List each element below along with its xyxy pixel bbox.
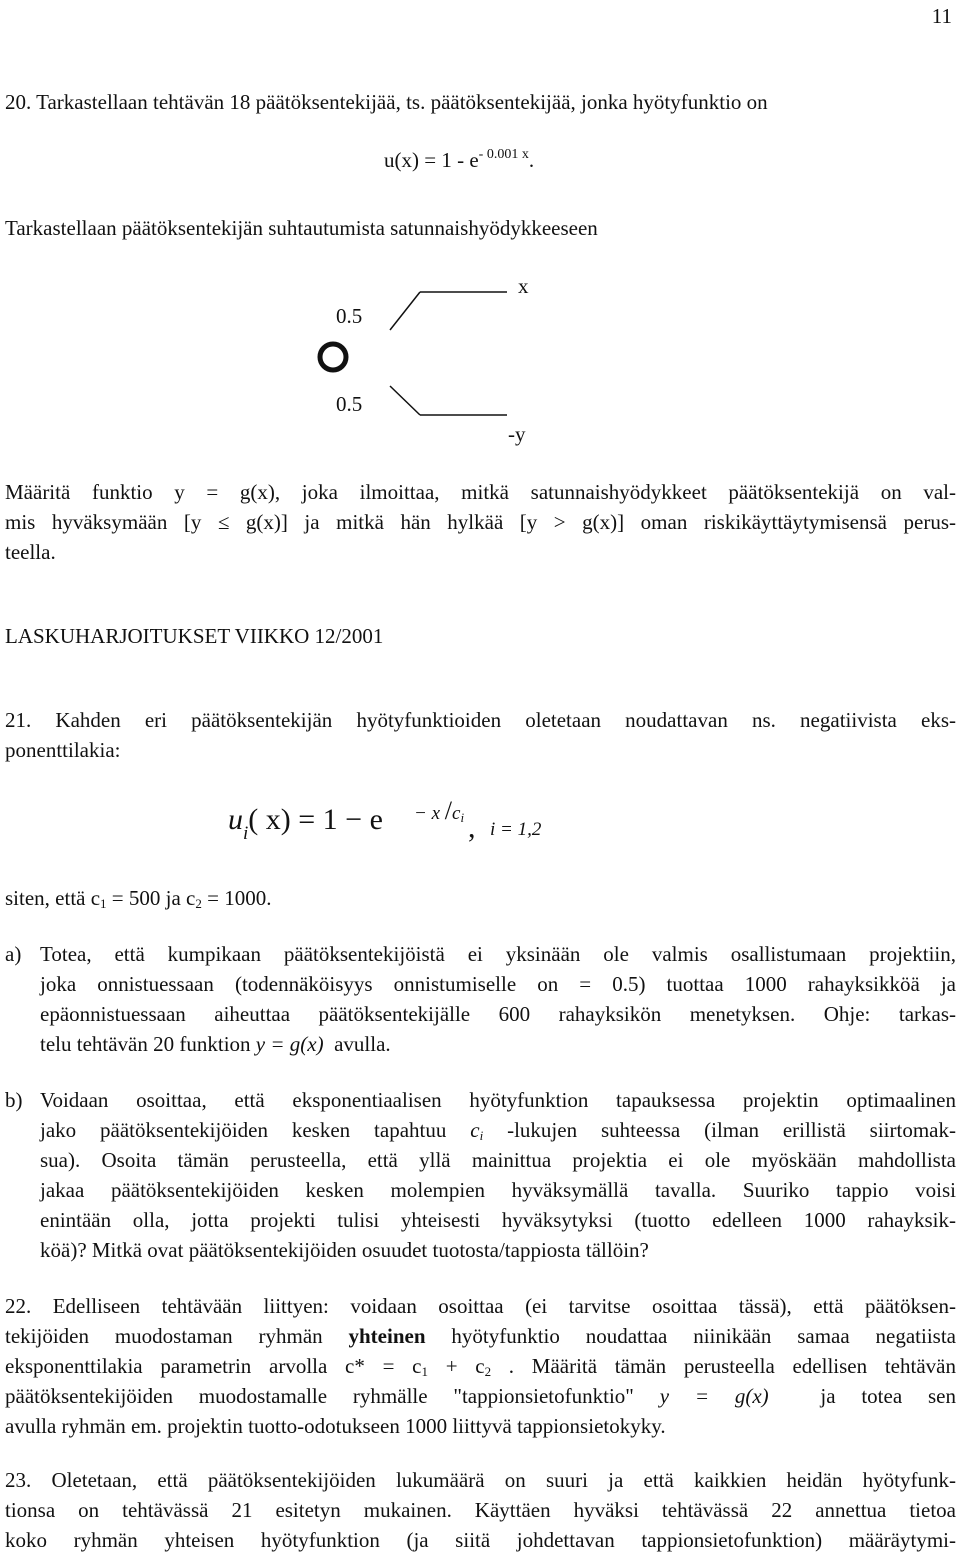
problem-21-line-2: ponenttilakia: — [5, 738, 121, 762]
item-b-label: b) — [5, 1088, 23, 1112]
parameter-values — [5, 884, 271, 913]
problem-20-task-line-3: teella. — [5, 540, 56, 564]
siten-b: = 500 ja c — [106, 886, 196, 910]
item-b-c: c — [470, 1118, 480, 1142]
problem-22-line-5: avulla ryhmän em. projektin tuotto-odotukseen 1000 liittyvä tappionsietokyky. — [5, 1414, 666, 1438]
item-b-line-6: köä)? Mitkä ovat päätöksentekijöiden osuudet tuotosta/tappiosta tällöin? — [40, 1238, 649, 1262]
item-a-line-1: Totea, että kumpikaan päätöksentekijöistä ei yksinään ole valmis osallistumaan projektiin, — [40, 942, 956, 966]
p22-l4-a: päätöksentekijöiden muodostamalle ryhmälle "tappionsietofunktio" — [5, 1384, 660, 1408]
siten-a: siten, että c — [5, 886, 101, 910]
page-number: 11 — [931, 4, 952, 28]
problem-23-line-1: 23. Oletetaan, että päätöksentekijöiden lukumäärä on suuri ja että kaikkien heidän hyötyfunk- — [5, 1468, 956, 1492]
item-a-label: a) — [5, 942, 22, 966]
eq-body: ( x) = 1 − e — [248, 803, 383, 836]
problem-22-line-1: 22. Edelliseen tehtävään liittyen: voidaan osoittaa (ei tarvitse osoittaa tässä), että päätöksen- — [5, 1294, 956, 1318]
p22-text-a: tekijöiden muodostaman ryhmän — [5, 1324, 349, 1348]
item-b-line-4: jakaa päätöksentekijöiden kesken molempien hyväksymällä tavalla. Suuriko tappio voisi — [40, 1178, 956, 1202]
formula-exponent: - 0.001 x — [478, 147, 529, 162]
problem-20-intro: 20. Tarkastellaan tehtävän 18 päätöksentekijää, ts. päätöksentekijää, jonka hyötyfunktio on — [5, 90, 768, 114]
p22-l3-c: . Määritä tämän perusteella edellisen tehtävän — [491, 1354, 956, 1378]
utility-formula — [384, 146, 534, 175]
problem-23-line-3: koko ryhmän yhteisen hyötyfunktion (ja siitä johdettavan tappionsietofunktion) määräytymi- — [5, 1528, 956, 1552]
leq-symbol: ≤ — [217, 510, 230, 534]
problem-20-task-line-2 — [5, 508, 956, 537]
item-b-line-3: sua). Osoita tämän perusteella, että yllä mainittua projektia ei ole myöskään mahdollista — [40, 1148, 956, 1172]
chance-node — [320, 344, 346, 370]
section-heading: LASKUHARJOITUKSET VIIKKO 12/2001 — [5, 624, 384, 648]
siten-sub-2: 2 — [195, 896, 202, 911]
lottery-intro: Tarkastellaan päätöksentekijän suhtautumista satunnaishyödykkeeseen — [5, 216, 598, 240]
eq-subscript-i: i — [243, 823, 249, 844]
p22-l3-sub1: 1 — [421, 1364, 428, 1379]
siten-c: = 1000. — [201, 886, 272, 910]
formula-base: u(x) = 1 - e — [384, 148, 479, 172]
item-b-line-5: enintään olla, jotta projekti tulisi yhteisesti hyväksytyksi (tuotto edelleen 1000 rahayksik- — [40, 1208, 956, 1232]
eq-exp-c: c — [452, 803, 461, 824]
eq-index-range-text: i = 1,2 — [490, 819, 542, 840]
problem-22-line-3 — [5, 1352, 956, 1381]
siten-sub-1: 1 — [100, 896, 107, 911]
item-b-line-2 — [40, 1116, 956, 1145]
eq-exp-x: − x — [414, 803, 441, 824]
task-text-a: mis hyväksymään [y — [5, 510, 218, 534]
p22-l3-a: eksponenttilakia parametrin arvolla c* = c — [5, 1354, 422, 1378]
branch-bottom-diagonal — [390, 386, 420, 415]
item-b-line-1: Voidaan osoittaa, että eksponentiaalisen hyötyfunktion tapauksessa projektin optimaalinen — [40, 1088, 956, 1112]
p22-l3-b: + c — [427, 1354, 485, 1378]
problem-23-line-2: tionsa on tehtävässä 21 esitetyn mukainen. Käyttäen hyväksi tehtävässä 22 annettua tietoa — [5, 1498, 956, 1522]
item-a-line-4 — [40, 1030, 391, 1059]
outcome-top: x — [518, 274, 529, 298]
item-b-text-a: jako päätöksentekijöiden kesken tapahtuu — [40, 1118, 471, 1142]
p22-l4-function: y = g(x) — [659, 1384, 769, 1408]
eq-u: u — [228, 803, 243, 836]
eq-exp-slash: / — [444, 796, 452, 825]
eq-index-range — [490, 818, 541, 842]
probability-bottom: 0.5 — [336, 392, 363, 416]
item-a-line-2: joka onnistuessaan (todennäköisyys onnistumiselle on = 0.5) tuottaa 1000 rahayksikköä ja — [40, 972, 956, 996]
p22-l4-b: ja totea sen — [768, 1384, 956, 1408]
exponential-utility-equation — [228, 800, 383, 854]
item-a-function: y = g(x) — [255, 1032, 324, 1056]
formula-end: . — [528, 148, 535, 172]
problem-21-line-1: 21. Kahden eri päätöksentekijän hyötyfunktioiden oletetaan noudattavan ns. negatiivista eks- — [5, 708, 956, 732]
item-b-ci: i — [479, 1128, 484, 1143]
problem-22-line-4 — [5, 1382, 956, 1411]
item-a-line-3: epäonnistuessaan aiheuttaa päätöksentekijälle 600 rahayksikön menetyksen. Ohje: tarkas- — [40, 1002, 956, 1026]
p22-l3-sub2: 2 — [484, 1364, 492, 1379]
probability-top: 0.5 — [336, 304, 363, 328]
task-text-b: g(x)] ja mitkä hän hylkää [y > g(x)] oman riskikäyttäytymisensä perus- — [229, 510, 956, 534]
p22-text-b: hyötyfunktio noudattaa niinikään samaa negatiista — [425, 1324, 956, 1348]
eq-exp-ci: i — [460, 810, 465, 825]
p22-bold-word: yhteinen — [348, 1324, 426, 1348]
item-a-text: telu tehtävän 20 funktion — [40, 1032, 256, 1056]
item-a-end: avulla. — [323, 1032, 391, 1056]
item-b-text-b: -lukujen suhteessa (ilman erillistä siirtomak- — [483, 1118, 956, 1142]
outcome-bottom: -y — [508, 422, 526, 446]
problem-22-line-2 — [5, 1322, 956, 1351]
eq-comma: , — [468, 811, 476, 844]
branch-top-diagonal — [390, 292, 420, 330]
problem-20-task-line-1: Määritä funktio y = g(x), joka ilmoittaa, mitkä satunnaishyödykkeet päätöksentekijä on val- — [5, 480, 956, 504]
eq-exponent — [414, 796, 465, 825]
